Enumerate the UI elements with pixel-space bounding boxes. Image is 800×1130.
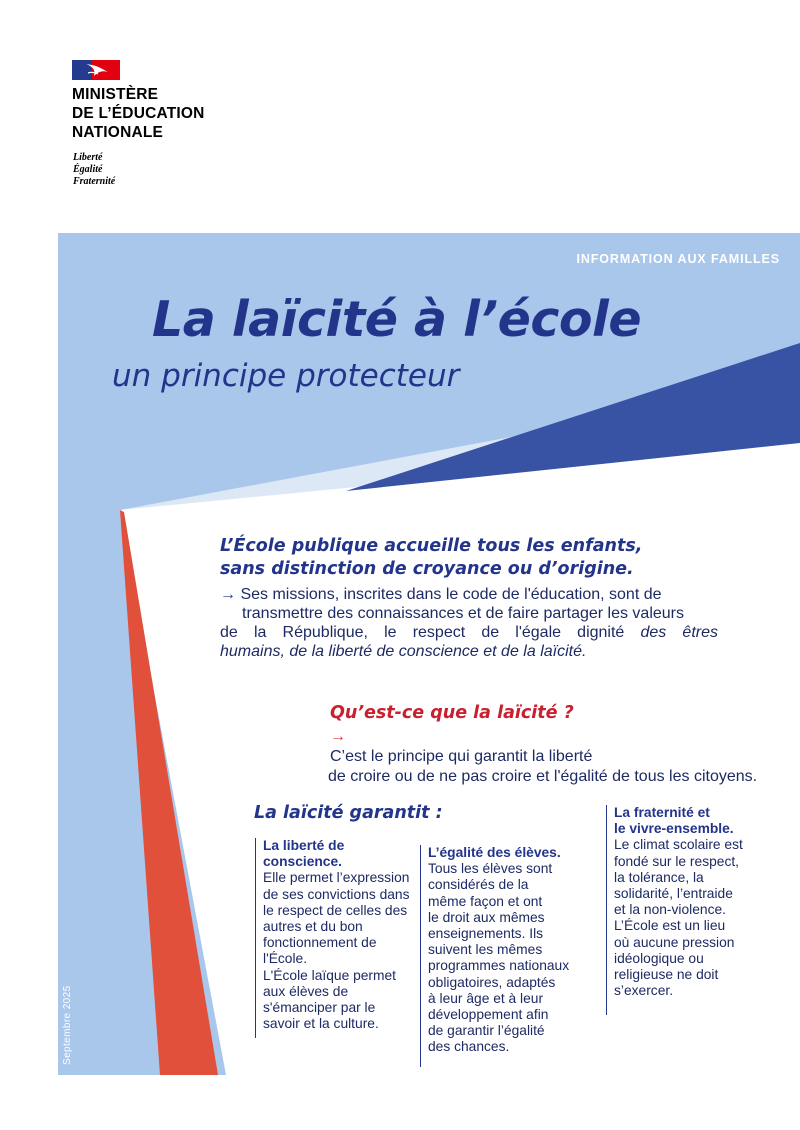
- column-text: même façon et ont: [428, 893, 543, 909]
- column-text: aux élèves de: [263, 983, 349, 999]
- column-text: des chances.: [428, 1039, 510, 1055]
- column-text: obligatoires, adaptés: [428, 974, 556, 990]
- column-heading: L’égalité des élèves.: [428, 845, 561, 860]
- intro-lead: [220, 535, 642, 581]
- arrow-right-icon: →: [330, 728, 346, 745]
- para-line: transmettre des connaissances et de faire partager les valeurs: [242, 605, 685, 622]
- page-subtitle: un principe protecteur: [112, 358, 460, 394]
- para-line: [220, 585, 718, 604]
- para-text-italic: des êtres: [640, 624, 719, 641]
- intro-paragraph: [220, 585, 718, 661]
- republic-motto: [73, 152, 115, 188]
- question-title: Qu’est-ce que la laïcité ?: [330, 703, 574, 723]
- motto-line: Liberté: [73, 152, 103, 163]
- answer-line: [328, 727, 757, 767]
- column-text: solidarité, l’entraide: [614, 886, 733, 902]
- column-text: s’exercer.: [614, 983, 674, 999]
- column-text: Tous les élèves sont: [428, 861, 553, 877]
- column-text: à leur âge et à leur: [428, 990, 544, 1006]
- column-text: développement afin: [428, 1007, 549, 1023]
- column-text: religieuse ne doit: [614, 967, 719, 983]
- column-text: de ses convictions dans: [263, 886, 410, 902]
- page-title: La laïcité à l’école: [152, 291, 642, 348]
- lead-line: L’École publique accueille tous les enfants,: [220, 536, 643, 556]
- column-text: Le climat scolaire est: [614, 837, 743, 853]
- ministry-line: DE L’ÉDUCATION: [72, 105, 205, 122]
- para-text: Ses missions, inscrites dans le code de l'éducation, sont de: [240, 586, 662, 603]
- column-text: où aucune pression: [614, 934, 735, 950]
- guarantee-column-conscience: [255, 838, 409, 1038]
- para-line: humains, de la liberté de conscience et de la laïcité.: [220, 643, 587, 660]
- column-text: de garantir l’égalité: [428, 1023, 545, 1039]
- column-text: L’École est un lieu: [614, 918, 726, 934]
- info-panel: [58, 233, 800, 1075]
- column-text: suivent les mêmes: [428, 942, 543, 958]
- column-text: idéologique ou: [614, 950, 704, 966]
- column-text: le droit aux mêmes: [428, 909, 545, 925]
- lead-line: sans distinction de croyance ou d’origine.: [220, 559, 634, 579]
- answer-text: C’est le principe qui garantit la liberté: [330, 748, 593, 765]
- guarantee-column-equality: [420, 845, 569, 1067]
- column-heading: le vivre-ensemble.: [614, 821, 734, 837]
- ministry-line: NATIONALE: [72, 124, 164, 141]
- para-text: de la République, le respect de l'égale dignité: [220, 624, 625, 641]
- column-text: savoir et la culture.: [263, 1016, 379, 1032]
- answer-line: de croire ou de ne pas croire et l'égalité de tous les citoyens.: [328, 768, 758, 785]
- column-text: le respect de celles des: [263, 902, 408, 918]
- column-heading: conscience.: [263, 854, 342, 870]
- column-heading: La liberté de: [263, 838, 345, 853]
- column-text: et la non-violence.: [614, 902, 726, 918]
- column-text: s'émanciper par le: [263, 1000, 376, 1016]
- guarantees-title: La laïcité garantit :: [254, 803, 443, 823]
- audience-tag: INFORMATION AUX FAMILLES: [576, 252, 780, 266]
- column-text: l'École.: [263, 951, 308, 967]
- column-text: la tolérance, la: [614, 869, 704, 885]
- ministry-name: [72, 85, 205, 142]
- guarantee-column-fraternity: [606, 805, 743, 1015]
- column-text: Elle permet l’expression: [263, 870, 410, 886]
- column-text: fonctionnement de: [263, 935, 377, 951]
- column-text: fondé sur le respect,: [614, 853, 740, 869]
- column-text: enseignements. Ils: [428, 926, 544, 942]
- para-line: [220, 623, 718, 642]
- question-answer: [328, 727, 757, 787]
- column-text: programmes nationaux: [428, 958, 570, 974]
- column-heading: La fraternité et: [614, 805, 710, 820]
- column-text: L'École laïque permet: [263, 967, 397, 983]
- marianne-flag-icon: [72, 60, 120, 80]
- motto-line: Égalité: [73, 164, 103, 175]
- column-text: autres et du bon: [263, 919, 363, 935]
- column-text: considérés de la: [428, 877, 529, 893]
- motto-line: Fraternité: [73, 176, 116, 187]
- arrow-right-icon: →: [220, 586, 236, 603]
- publication-date: Septembre 2025: [62, 985, 73, 1065]
- ministry-line: MINISTÈRE: [72, 86, 159, 103]
